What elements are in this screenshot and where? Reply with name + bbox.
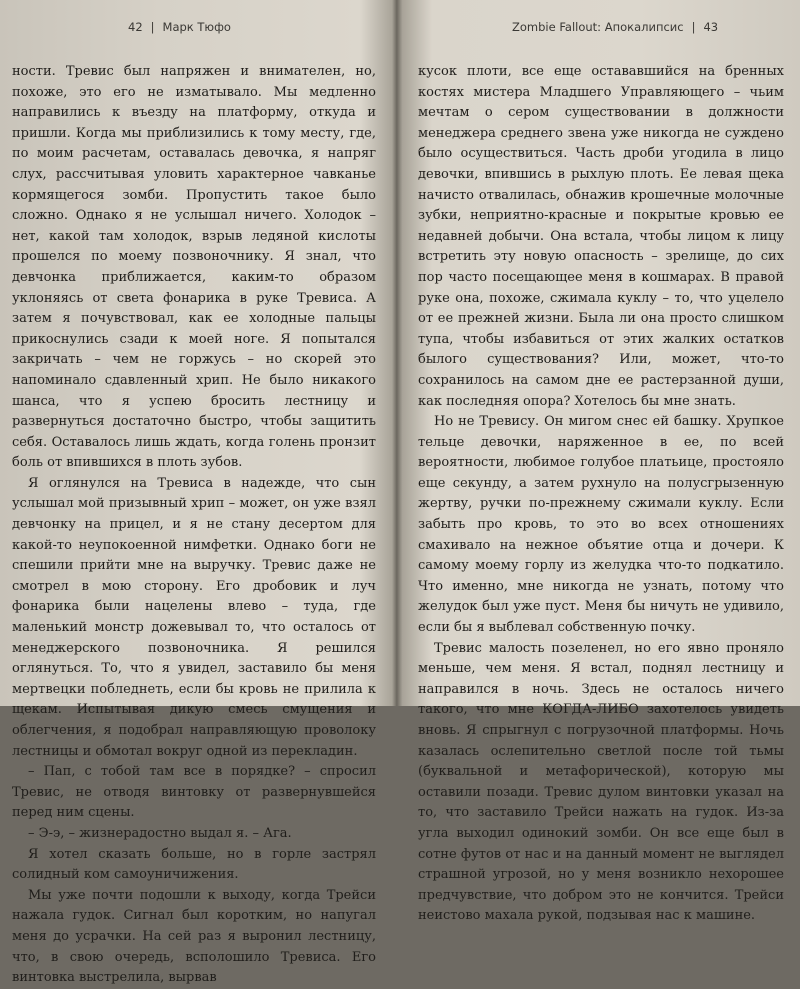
paragraph: – Пап, с тобой там все в порядке? – спросил Тревис, не отводя винтовку от развернувшейся перед ним сцены. [12,764,376,821]
left-page [0,0,392,986]
paragraph: Тревис малость позеленел, но его явно проняло меньше, чем меня. Я встал, поднял лестницу и направился в ночь. Здесь не осталось ничего такого, что мне КОГДА-ЛИБО захотелось увидеть вновь. Я спрыгнул с погрузочной платформы. Ночь казалась ослепительно светлой после той тьмы (буквальной и метафорической), которую мы оставили позади. Тревис дулом винтовки указал на то, что заставило Трейси нажать на гудок. Из-за угла выходил одинокий зомби. Он все еще был в сотне футов от нас и на данный момент не выглядел страшной угрозой, но у меня возникло нехорошее предчувствие, что добром это не кончится. Трейси неистово махала рукой, подзывая нас к машине. [418,640,784,924]
header-separator: | [691,20,696,34]
paragraph: кусок плоти, все еще остававшийся на бренных костях мистера Младшего Управляющего – чьим мечтам о сером существовании в должности менеджера среднего звена уже никогда не суждено было осуществиться. Часть дроби угодила в лицо девочки, впившись в рыхлую плоть. Ее левая щека начисто отвалилась, обнажив крошечные молочные зубки, неприятно-красные и покрытые кровью ее недавней добычи. Она встала, чтобы лицом к лицу встретить эту новую опасность – зрелище, до сих пор часто посещающее меня в кошмарах. В правой руке она, похоже, сжимала куклу – то, что уцелело от ее прежней жизни. Была ли она просто слишком тупа, чтобы избавиться от этих жалких остатков былого существования? Или, может, что-то сохранилось на самом дне ее растерзанной души, как последняя опора? Хотелось бы мне знать. [418,64,784,409]
right-page-number: 43 [703,20,719,34]
paragraph: – Э-э, – жизнерадостно выдал я. – Ага. [28,825,292,841]
right-page-text [418,62,784,927]
header-separator: | [150,20,155,34]
paragraph: ности. Тревис был напряжен и внимателен, но, похоже, это его не изматывало. Мы медленно направились к въезду на платформу, откуда и пришли. Когда мы приблизились к тому месту, где, по моим расчетам, оставалась девочка, я напряг слух, рассчитывая уловить характерное чавканье кормящегося зомби. Пропустить такое было сложно. Однако я не услышал ничего. Холодок – нет, какой там холодок, взрыв ледяной кислоты прошелся по моему позвоночнику. Я знал, что девчонка приближается, каким-то образом уклоняясь от света фонарика в руке Тревиса. А затем я почувствовал, как ее холодные пальцы прикоснулись сзади к моей ноге. Я попытался закричать – чем не горжусь – но скорей это напоминало сдавленный хрип. Не было никакого шанса, что я успею бросить лестницу и развернуться достаточно быстро, чтобы защитить себя. Оставалось лишь ждать, когда голень пронзит боль от впившихся в плоть зубов. [12,64,376,471]
left-page-text [12,62,376,989]
paragraph: Мы уже почти подошли к выходу, когда Трейси нажала гудок. Сигнал был коротким, но напугал меня до усрачки. На сей раз я выронил лестницу, что, в свою очередь, всполошило Тревиса. Его винтовка выстрелила, вырвав [12,887,376,986]
paragraph: Я оглянулся на Тревиса в надежде, что сын услышал мой призывный хрип – может, он уже взял девчонку на прицел, и я не стану десертом для какой-то неупокоенной нимфетки. Однако боги не спешили прийти мне на выручку. Тревис даже не смотрел в мою сторону. Его дробовик и луч фонарика были нацелены влево – туда, где маленький монстр дожевывал то, что осталось от менеджерского позвоночника. Я решился оглянуться. То, что я увидел, заставило бы меня мертвецки побледнеть, если бы кровь не прилила к щекам. Испытывая дикую смесь смущения и облегчения, я подобрал направляющую проволоку лестницы и обмотал вокруг одной из перекладин. [12,475,376,759]
left-running-head: Марк Тюфо [162,20,231,34]
right-running-head: Zombie Fallout: Апокалипсис [512,20,684,34]
right-page-header [512,20,718,34]
paragraph: Я хотел сказать больше, но в горле застрял солидный ком самоуничижения. [12,846,376,883]
left-page-number: 42 [128,20,143,34]
right-page [400,0,800,924]
left-page-header [128,20,231,34]
paragraph: Но не Тревису. Он мигом снес ей башку. Хрупкое тельце девочки, наряженное в ее, по всей вероятности, любимое голубое платьице, простояло еще секунду, а затем рухнуло на полусгрызенную жертву, ручки по-прежнему сжимали куклу. Если забыть про кровь, то это во всех отношениях смахивало на нежное объятие отца и дочери. К самому моему горлу из желудка что-то подкатило. Что именно, мне никогда не узнать, потому что желудок был уже пуст. Меня бы ничуть не удивило, если бы я выблевал собственную почку. [418,414,784,636]
